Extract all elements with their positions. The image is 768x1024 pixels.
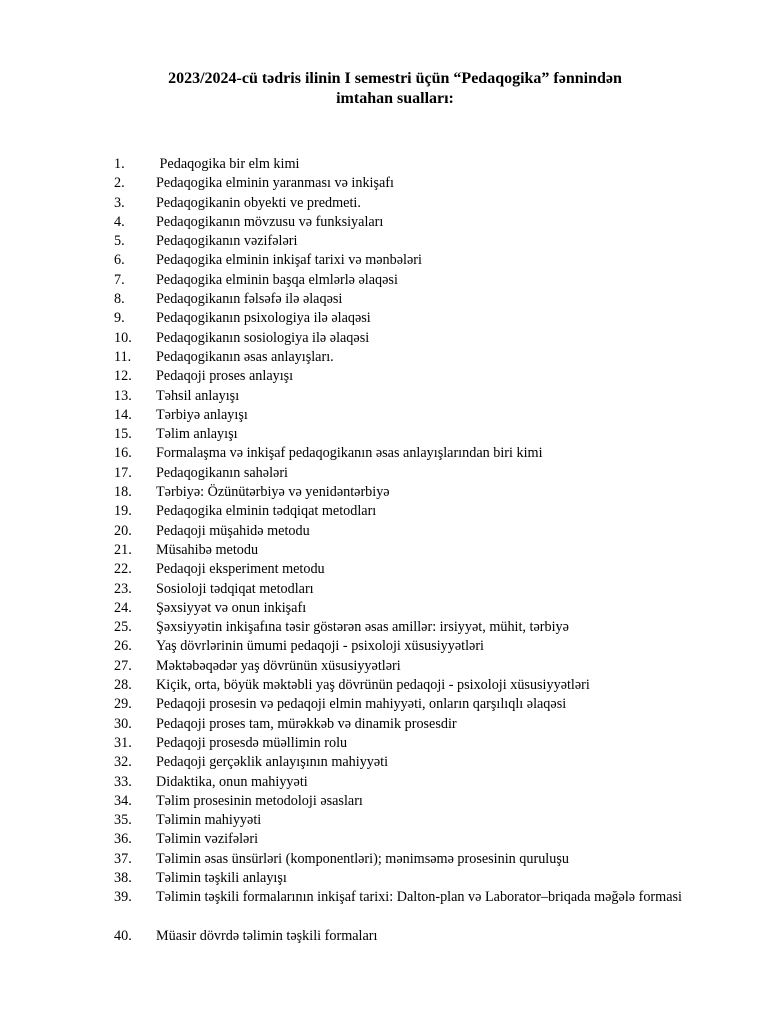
question-number: 27. bbox=[114, 657, 132, 674]
question-item bbox=[0, 194, 768, 213]
question-item bbox=[0, 773, 768, 792]
question-item bbox=[0, 618, 768, 637]
question-item bbox=[0, 444, 768, 463]
question-item bbox=[0, 522, 768, 541]
question-item bbox=[0, 425, 768, 444]
question-number: 8. bbox=[114, 291, 125, 308]
question-text: Pedaqogikanın vəzifələri bbox=[156, 233, 298, 250]
question-number: 35. bbox=[114, 812, 132, 829]
question-item bbox=[0, 174, 768, 193]
question-text: Təhsil anlayışı bbox=[156, 387, 240, 404]
question-item bbox=[0, 541, 768, 560]
question-number: 12. bbox=[114, 368, 132, 385]
question-number: 1. bbox=[114, 156, 125, 172]
question-item bbox=[0, 387, 768, 406]
question-number: 5. bbox=[114, 233, 125, 250]
question-number: 17. bbox=[114, 464, 132, 481]
question-item bbox=[0, 251, 768, 270]
question-number: 2. bbox=[114, 175, 125, 192]
question-text: Pedaqoji gerçəklik anlayışının mahiyyəti bbox=[156, 754, 389, 771]
question-text: Pedaqoji eksperiment metodu bbox=[156, 561, 325, 578]
question-text: Pedaqogika elminin yaranması və inkişafı bbox=[156, 175, 394, 192]
question-item bbox=[0, 811, 768, 830]
question-text: Pedaqoji proses anlayışı bbox=[156, 368, 294, 385]
question-text: Şəxsiyyət və onun inkişafı bbox=[156, 599, 307, 616]
question-text: Pedaqoji müşahidə metodu bbox=[156, 522, 310, 539]
question-item bbox=[0, 715, 768, 734]
question-number: 25. bbox=[114, 619, 132, 636]
question-text: Pedaqogika elminin tədqiqat metodları bbox=[156, 503, 377, 520]
question-text: Təlim anlayışı bbox=[156, 426, 238, 443]
question-text: Pedaqogika elminin inkişaf tarixi və mənbələri bbox=[156, 252, 422, 269]
question-text: Yaş dövrlərinin ümumi pedaqoji - psixoloji xüsusiyyətləri bbox=[156, 638, 485, 655]
question-number: 14. bbox=[114, 406, 132, 423]
question-item bbox=[0, 502, 768, 521]
question-text: Müsahibə metodu bbox=[156, 541, 259, 558]
question-item bbox=[0, 290, 768, 309]
question-number: 7. bbox=[114, 271, 125, 288]
question-text: Pedaqogikanın sosiologiya ilə əlaqəsi bbox=[156, 329, 370, 346]
question-number: 23. bbox=[114, 580, 132, 597]
question-item bbox=[0, 830, 768, 849]
question-number: 16. bbox=[114, 445, 132, 462]
question-number: 10. bbox=[114, 329, 132, 346]
question-number: 15. bbox=[114, 426, 132, 443]
question-text: Pedaqogikanın mövzusu və funksiyaları bbox=[156, 213, 384, 230]
question-text: Təlim prosesinin metodoloji əsasları bbox=[156, 792, 363, 809]
question-number: 36. bbox=[114, 831, 132, 848]
question-text: Kiçik, orta, böyük məktəbli yaş dövrünün pedaqoji - psixoloji xüsusiyyətləri bbox=[156, 677, 590, 694]
question-item bbox=[0, 580, 768, 599]
question-number: 31. bbox=[114, 734, 132, 751]
question-text: Məktəbəqədər yaş dövrünün xüsusiyyətləri bbox=[156, 657, 401, 674]
question-text: Pedaqoji prosesdə müəllimin rolu bbox=[156, 734, 348, 751]
question-text: Təlimin əsas ünsürləri (komponentləri); mənimsəmə prosesinin quruluşu bbox=[156, 850, 569, 867]
question-text: Pedaqogikanin obyekti ve predmeti. bbox=[156, 194, 361, 211]
question-item bbox=[0, 367, 768, 386]
question-text: Şəxsiyyətin inkişafına təsir göstərən əsas amillər: irsiyyət, mühit, tərbiyə bbox=[156, 619, 569, 636]
question-number: 30. bbox=[114, 715, 132, 732]
question-item bbox=[0, 869, 768, 888]
question-text: Tərbiyə anlayışı bbox=[156, 406, 248, 423]
question-item bbox=[0, 850, 768, 869]
question-text: Didaktika, onun mahiyyəti bbox=[156, 773, 308, 790]
question-list bbox=[0, 155, 768, 946]
question-text: Müasir dövrdə təlimin təşkili formaları bbox=[156, 927, 378, 944]
question-item bbox=[0, 753, 768, 772]
question-number: 34. bbox=[114, 792, 132, 809]
question-number: 18. bbox=[114, 484, 132, 501]
question-number: 39. bbox=[114, 889, 132, 906]
question-item bbox=[0, 792, 768, 811]
question-text: Sosioloji tədqiqat metodları bbox=[156, 580, 314, 597]
question-text: Təlimin vəzifələri bbox=[156, 831, 259, 848]
question-number: 40. bbox=[114, 927, 132, 944]
question-text: Tərbiyə: Özünütərbiyə və yenidəntərbiyə bbox=[156, 484, 390, 501]
question-number: 24. bbox=[114, 599, 132, 616]
question-number: 32. bbox=[114, 754, 132, 771]
question-item bbox=[0, 599, 768, 618]
title-line-2: imtahan sualları: bbox=[336, 90, 454, 107]
question-item bbox=[0, 483, 768, 502]
question-text: Pedaqoji prosesin və pedaqoji elmin mahiyyəti, onların qarşılıqlı əlaqəsi bbox=[156, 696, 567, 713]
question-item bbox=[0, 927, 768, 946]
question-item bbox=[0, 464, 768, 483]
title-line-1: 2023/2024-cü tədris ilinin I semestri üçün “Pedaqogika” fənnindən bbox=[168, 70, 622, 87]
question-number: 19. bbox=[114, 503, 132, 520]
question-item bbox=[0, 309, 768, 328]
question-text: Formalaşma və inkişaf pedaqogikanın əsas anlayışlarından biri kimi bbox=[156, 445, 543, 462]
question-item bbox=[0, 232, 768, 251]
question-item bbox=[0, 676, 768, 695]
question-item bbox=[0, 888, 768, 927]
question-item bbox=[0, 657, 768, 676]
question-number: 3. bbox=[114, 194, 125, 211]
question-number: 13. bbox=[114, 387, 132, 404]
question-item bbox=[0, 406, 768, 425]
question-item bbox=[0, 637, 768, 656]
question-number: 6. bbox=[114, 252, 125, 269]
question-item bbox=[0, 695, 768, 714]
question-item bbox=[0, 560, 768, 579]
question-text: Pedaqogikanın sahələri bbox=[156, 464, 288, 481]
question-number: 38. bbox=[114, 869, 132, 886]
question-item bbox=[0, 734, 768, 753]
question-text: Pedaqogikanın əsas anlayışları. bbox=[156, 348, 334, 365]
question-number: 21. bbox=[114, 541, 132, 558]
question-number: 29. bbox=[114, 696, 132, 713]
question-text: Təlimin təşkili formalarının inkişaf tarixi: Dalton-plan və Laborator–briqada məğələ formasi bbox=[156, 889, 682, 906]
question-text: Təlimin təşkili anlayışı bbox=[156, 869, 287, 886]
question-item bbox=[0, 271, 768, 290]
question-item bbox=[0, 155, 768, 174]
question-text: Pedaqogikanın psixologiya ilə əlaqəsi bbox=[156, 310, 371, 327]
question-number: 11. bbox=[114, 348, 132, 365]
question-item bbox=[0, 348, 768, 367]
question-number: 33. bbox=[114, 773, 132, 790]
question-text: Təlimin mahiyyəti bbox=[156, 812, 262, 829]
question-number: 37. bbox=[114, 850, 132, 867]
question-number: 9. bbox=[114, 310, 125, 327]
question-text: Pedaqogikanın fəlsəfə ilə əlaqəsi bbox=[156, 291, 343, 308]
question-item bbox=[0, 213, 768, 232]
question-item bbox=[0, 329, 768, 348]
document-title bbox=[100, 69, 690, 109]
question-text: Pedaqoji proses tam, mürəkkəb və dinamik prosesdir bbox=[156, 715, 457, 732]
question-text: Pedaqogika elminin başqa elmlərlə əlaqəsi bbox=[156, 271, 398, 288]
question-number: 28. bbox=[114, 677, 132, 694]
question-number: 22. bbox=[114, 561, 132, 578]
question-text: Pedaqogika bir elm kimi bbox=[156, 156, 300, 172]
question-number: 26. bbox=[114, 638, 132, 655]
question-number: 4. bbox=[114, 213, 125, 230]
question-number: 20. bbox=[114, 522, 132, 539]
